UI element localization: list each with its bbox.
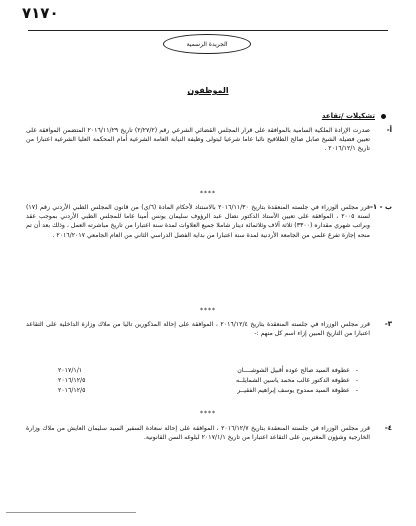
- paragraph-3: [26, 320, 390, 338]
- retiree-name: عطوفة السيد ممدوح يوسف إبراهيم الفقيــر: [237, 387, 350, 394]
- retirement-date: ٢٠١٦/١٢/٥: [58, 387, 86, 394]
- bullet-icon: [381, 114, 386, 119]
- section-title: الموظفون: [187, 86, 229, 95]
- header-rule: [28, 30, 388, 31]
- paragraph-b1: [26, 203, 390, 240]
- list-dash: -: [355, 367, 358, 374]
- paragraph-text: قرر مجلس الوزراء في جلسته المنعقدة بتاريخ ٢٠١٦/١٢/٤ ، الموافقة على إحالة المذكورين تاليا من ملاك وزارة الداخلية على التقاعد اعتبارا من التاريخ المبين إزاء اسم كل منهم :-: [26, 321, 370, 338]
- paragraph-text: صدرت الإرادة الملكية السامية بالموافقة على قرار المجلس القضائي الشرعي رقم (٢/٢٧/٢) تاريخ ٢٠١٦/١١/٢٩ المتضمن الموافقة على تعيين فضيلة الشيخ صابل صالح الطلافيح نائبا عاما شرعيا ليتولى وظيفة النيابة العامة الشرعية أمام المحكمة العليا الشرعية اعتبارا من تاريخ ٢٠١٦/١٢/١ .: [26, 127, 370, 153]
- paragraph-a: [26, 126, 390, 154]
- list-item: [58, 366, 358, 376]
- separator-stars: ****: [200, 307, 216, 314]
- retirees-list: [58, 366, 358, 396]
- paragraph-text: قرر مجلس الوزراء في جلسته المنعقدة بتاريخ ٢٠١٦/١٢/٧ ، الموافقة على إحالة سعادة السفير السيد سليمان العايش من ملاك وزارة الخارجية وشؤون المغتربين على التقاعد اعتبارا من تاريخ ٢٠١٧/١/١ لبلوغه السن القانونية.: [26, 425, 370, 442]
- list-dash: -: [355, 377, 358, 384]
- paragraph-text: قرر مجلس الوزراء في جلسته المنعقدة بتاريخ ٢٠١٦/١١/٣٠ بالاستناد لأحكام المادة (٦/ي) من قانون المجلس الطبي الأردني رقم (١٧) لسنة ٢٠٠٥ ، الموافقة على تعيين الأستاذ الدكتور نضال عبد الرؤوف سليمان يونس أمينا عاما للمجلس الطبي الأردني بموجب عقد وبراتب شهري مقداره (٣٣٠٠) ثلاثة آلاف وثلاثمائة دينار شاملا جميع العلاوات لمدة سنة اعتبارا من تاريخ مباشرته العمل ، وذلك بعد أن تم منحه إجازة تفرغ علمي من الجامعة الأردنية لمدة سنة اعتبارا من بداية الفصل الدراسي الثاني من العام الجامعي ٢٠١٦/٢٠١٧ .: [26, 204, 371, 239]
- item-marker: ٣-: [384, 320, 392, 328]
- subsection-heading: [322, 112, 386, 120]
- gazette-title: الجريدة الرسمية: [186, 40, 228, 48]
- item-marker: ب - ١-: [369, 203, 392, 211]
- separator-stars: ****: [200, 190, 216, 197]
- separator-stars: ****: [200, 410, 216, 417]
- list-item: [58, 376, 358, 386]
- retirement-date: ٢٠١٧/١/١: [58, 367, 83, 374]
- list-dash: -: [355, 387, 358, 394]
- list-item: [58, 386, 358, 396]
- retiree-name: عطوفة الدكتور غالب محمد ياسين الشمايلــه: [235, 377, 350, 384]
- paragraph-4: [26, 424, 390, 442]
- page-number: ٧١٧٠: [22, 4, 59, 22]
- footer-rule: [6, 512, 136, 513]
- retiree-name: عطوفة السيد صالح عوده أقبيل الشوشــــان: [237, 367, 350, 374]
- item-marker: ٤-: [384, 424, 392, 432]
- subsection-label: تشكيلات /تقاعد: [321, 112, 375, 120]
- retirement-date: ٢٠١٦/١٢/٥: [58, 377, 86, 384]
- item-marker: أ-: [386, 126, 392, 134]
- gazette-title-oval: [163, 34, 251, 54]
